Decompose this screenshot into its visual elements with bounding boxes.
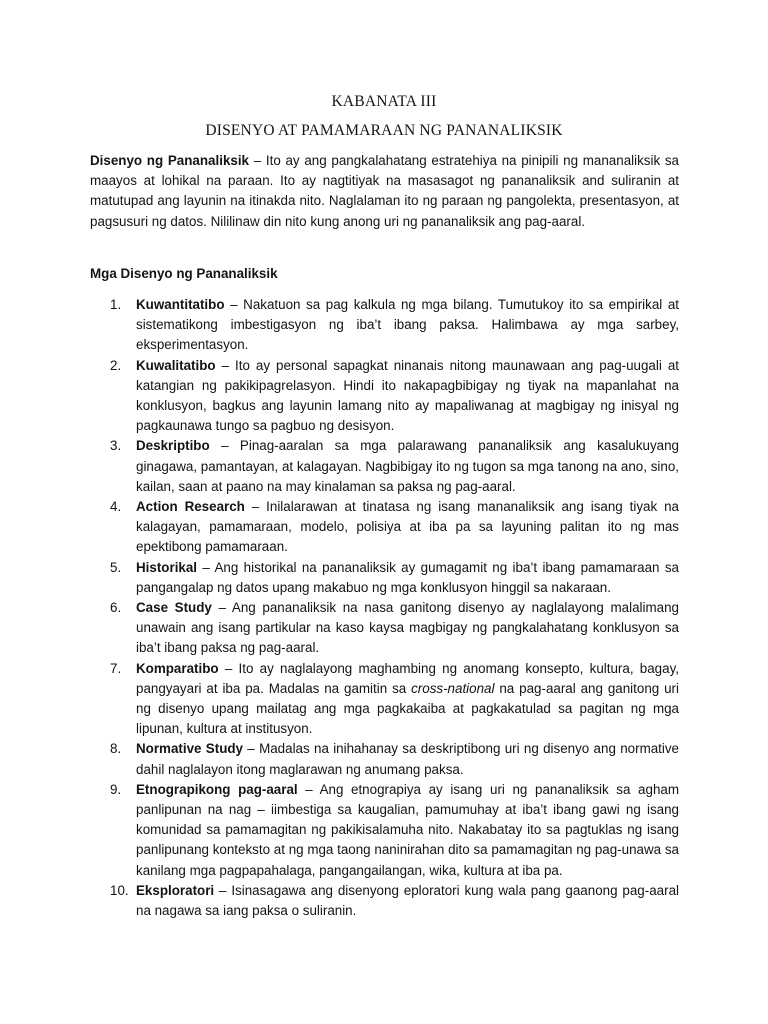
item-term: Eksploratori [136,882,215,898]
list-item-historikal [90,558,679,598]
list-item-kuwalitatibo [90,356,679,437]
list-item-normative-study [90,739,679,779]
section-title: DISENYO AT PAMAMARAAN NG PANANALIKSIK [205,122,563,139]
item-number: 10. [110,882,129,898]
item-number: 2. [110,357,122,373]
item-text: – Isinasagawa ang disenyong eploratori kung wala pang gaanong pag-aaral na nagawa sa iang paksa o suliranin. [136,882,679,919]
list-item-etnograpikong-pag-aaral [90,780,679,881]
item-text: – Ito ay personal sapagkat ninanais nitong maunawaan ang pag-uugali at katangian ng pakikipagrelasyon. Hindi ito nakapagbibigay ng tiyak na mapanlahat na konklusyon, bagkus ang layunin lamang nito ay mapaliwanag at magbigay ng inisyal ng pagkaunawa tungo sa pagbuo ng desisyon. [136,357,679,434]
list-item-case-study [90,598,679,659]
item-term: Kuwantitatibo [136,297,225,312]
item-term: Deskriptibo [136,438,210,454]
intro-paragraph [90,151,679,232]
list-heading: Mga Disenyo ng Pananaliksik [90,266,278,281]
item-term: Etnograpikong pag-aaral [136,781,298,797]
item-number: 7. [110,660,122,676]
item-number: 3. [110,438,122,454]
list-item-deskriptibo [90,436,679,497]
item-number: 1. [110,297,122,312]
list-item-kuwantitatibo [90,295,679,356]
list-item-eksploratori [90,881,679,921]
design-list [90,295,679,921]
intro-term: Disenyo ng Pananaliksik [90,153,250,168]
item-text: – Ang etnograpiya ay isang uri ng pananaliksik sa agham panlipunan na nag – iimbestiga sa kaugalian, pamumuhay at iba’t ibang gawi ng isang komunidad sa pamamagitan ng pakikisalamuha nito. Nakabatay ito sa pagtuklas ng isang panlipunang konteksto at ng mga taong naninirahan dito sa pamamagitan ng pag-unawa sa kanilang mga pagpapahalaga, pangangailangan, wika, kultura at iba pa. [136,781,680,878]
list-item-action-research [90,497,679,558]
chapter-title: KABANATA III [331,93,437,110]
item-term: Komparatibo [136,660,219,676]
item-text: – Inilalarawan at tinatasa ng isang mananaliksik ang isang tiyak na kalagayan, pamamaraan, modelo, polisiya at iba pa sa layuning palitan ito ng mas epektibong pamamaraan. [136,499,679,555]
list-item-komparatibo [90,659,679,740]
item-text: – Ang pananaliksik na nasa ganitong disenyo ay naglalayong malalimang unawain ang isang partikular na kaso kaysa magbigay ng pangkalahatang konklusyon sa iba’t ibang paksa ng pag-aaral. [136,600,679,656]
item-term: Normative Study [136,741,243,757]
item-text-after: na pag-aaral ang ganitong uri ng disenyo upang mailatag ang mga pagkakaiba at pagkakatulad sa pagitan ng mga lipunan, kultura at institusyon. [136,680,679,737]
item-text: – Pinag-aaralan sa mga palarawang pananaliksik ang kasalukuyang ginagawa, pamantayan, at kalagayan. Nagbibigay ito ng tugon sa mga tanong na ano, sino, kailan, saan at paano na may kinalaman sa paksa ng pag-aaral. [136,438,679,494]
item-text: – Madalas na inihahanay sa deskriptibong uri ng disenyo ang normative dahil naglalayon itong maglarawan ng anumang paksa. [136,741,680,777]
item-number: 6. [110,600,122,616]
item-term: Kuwalitatibo [136,357,216,373]
intro-text: – Ito ay ang pangkalahatang estratehiya na pinipili ng mananaliksik sa maayos at lohikal na paraan. Ito ay nagtitiyak na masasagot ng pananaliksik and suliranin at matutupad ang layunin na itinakda nito. Naglalaman ito ng paraan ng pangolekta, presentasyon, at pagsusuri ng datos. Nililinaw din nito kung anong uri ng pananaliksik ang pag-aaral. [90,153,680,229]
item-number: 9. [110,781,122,797]
item-term: Action Research [136,499,245,515]
item-term: Historikal [136,559,198,575]
item-text: – Nakatuon sa pag kalkula ng mga bilang. Tumutukoy ito sa empirikal at sistematikong imbestigasyon ng iba’t ibang paksa. Halimbawa ay mga sarbey, eksperimentasyon. [136,297,679,353]
item-number: 4. [110,499,122,515]
item-number: 8. [110,741,122,757]
item-term: Case Study [136,600,212,616]
item-text: – Ang historikal na pananaliksik ay gumagamit ng iba’t ibang pamamaraan sa pangangalap ng datos upang makabuo ng mga konklusyon hinggil sa nakaraan. [136,559,679,595]
item-number: 5. [110,559,122,575]
item-emphasis: cross-national [411,680,495,696]
item-text: – Ito ay naglalayong maghambing ng anomang konsepto, kultura, bagay, pangyayari at iba pa. Madalas na gamitin sa [136,660,679,696]
